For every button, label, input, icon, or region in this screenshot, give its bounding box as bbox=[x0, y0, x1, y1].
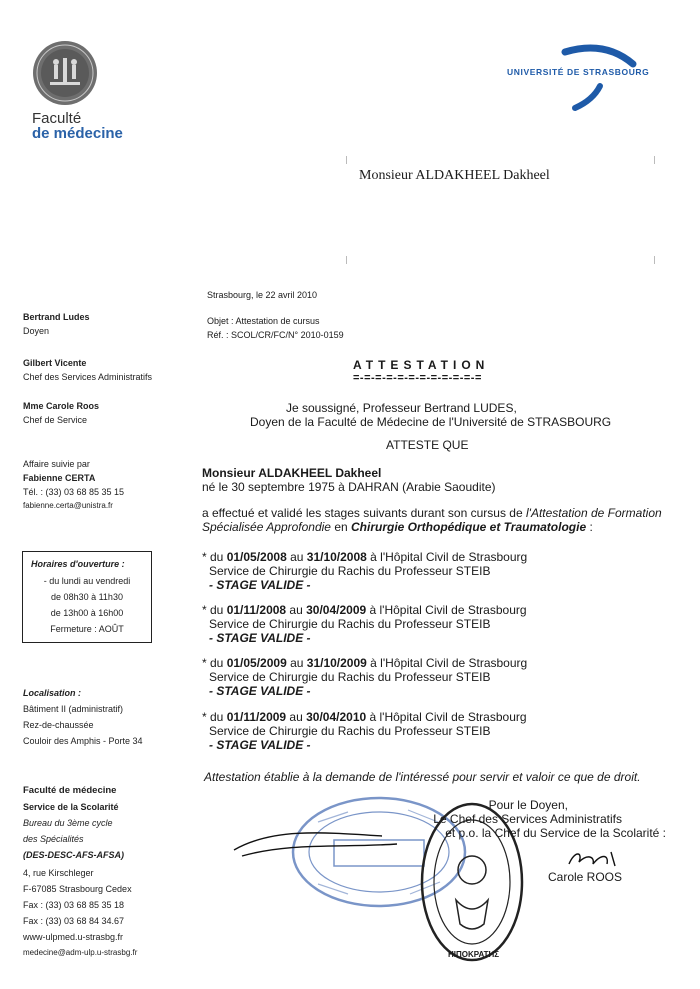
signer-line-2: Doyen de la Faculté de Médecine de l'Université de STRASBOURG bbox=[250, 415, 612, 429]
stage-from: 01/05/2008 bbox=[226, 550, 287, 564]
opening-hours-title: Horaires d'ouverture : bbox=[31, 559, 125, 569]
stage-service: Service de Chirurgie du Rachis du Professeur STEIB bbox=[209, 564, 491, 578]
location-title: Localisation : bbox=[23, 688, 82, 698]
contact-bureau: (DES-DESC-AFS-AFSA) bbox=[23, 850, 124, 860]
affaire-name: Fabienne CERTA bbox=[23, 473, 96, 483]
contact-block bbox=[23, 783, 193, 961]
stage-item bbox=[202, 710, 527, 752]
stage-mid: au bbox=[286, 656, 307, 670]
intro-line-2 bbox=[202, 520, 593, 534]
stage-status: - STAGE VALIDE - bbox=[209, 578, 311, 592]
date-line: Strasbourg, le 22 avril 2010 bbox=[207, 290, 318, 300]
stage-place: à l'Hôpital Civil de Strasbourg bbox=[366, 656, 528, 670]
stage-status: - STAGE VALIDE - bbox=[209, 631, 311, 645]
location-line: Rez-de-chaussée bbox=[23, 720, 94, 730]
intro-text: l'Attestation de Formation bbox=[525, 506, 662, 520]
contact-service: Service de la Scolarité bbox=[23, 802, 119, 812]
stage-mid: au bbox=[286, 710, 307, 724]
stage-service: Service de Chirurgie du Rachis du Professeur STEIB bbox=[209, 617, 491, 631]
affaire-phone: Tél. : (33) 03 68 85 35 15 bbox=[23, 487, 125, 497]
signature-line: et p.o. la Chef du Service de la Scolarité : bbox=[445, 826, 666, 840]
university-name: UNIVERSITÉ DE STRASBOURG bbox=[507, 67, 650, 77]
atteste-que: ATTESTE QUE bbox=[386, 438, 469, 452]
fold-mark bbox=[346, 256, 347, 264]
stage-prefix: * du bbox=[202, 603, 227, 617]
signature-scribble bbox=[232, 822, 402, 872]
opening-hours-box bbox=[22, 551, 152, 643]
stage-service: Service de Chirurgie du Rachis du Professeur STEIB bbox=[209, 670, 491, 684]
title-underline: =-=-=-=-=-=-=-=-=-=-=-= bbox=[353, 372, 482, 384]
contact-address: F-67085 Strasbourg Cedex bbox=[23, 884, 132, 894]
sidebar bbox=[23, 310, 193, 338]
person-block bbox=[23, 399, 193, 427]
location-line: Bâtiment II (administratif) bbox=[23, 704, 124, 714]
person-role: Chef de Service bbox=[23, 415, 88, 425]
location-line: Couloir des Amphis - Porte 34 bbox=[23, 736, 143, 746]
handwritten-signature bbox=[565, 848, 625, 870]
contact-website: www-ulpmed.u-strasbg.fr bbox=[23, 932, 124, 942]
person-name: Gilbert Vicente bbox=[23, 358, 87, 368]
person-role: Doyen bbox=[23, 326, 50, 336]
stage-place: à l'Hôpital Civil de Strasbourg bbox=[366, 550, 528, 564]
contact-address: 4, rue Kirschleger bbox=[23, 868, 94, 878]
affaire-label: Affaire suivie par bbox=[23, 459, 90, 469]
person-role: Chef des Services Administratifs bbox=[23, 372, 153, 382]
intro-text: Spécialisée Approfondie bbox=[202, 520, 331, 534]
recipient-address: Monsieur ALDAKHEEL Dakheel bbox=[359, 168, 550, 183]
specialty: Chirurgie Orthopédique et Traumatologie bbox=[351, 520, 587, 534]
reference-line: Réf. : SCOL/CR/FC/N° 2010-0159 bbox=[207, 330, 344, 340]
stage-to: 30/04/2010 bbox=[306, 710, 367, 724]
subject-line: Objet : Attestation de cursus bbox=[207, 316, 320, 326]
attestation-title: ATTESTATION bbox=[353, 358, 490, 372]
contact-bureau: Bureau du 3ème cycle bbox=[23, 818, 113, 828]
stage-prefix: * du bbox=[202, 550, 227, 564]
contact-fax: Fax : (33) 03 68 85 35 18 bbox=[23, 900, 125, 910]
contact-title: Faculté de médecine bbox=[23, 785, 117, 796]
signature-block bbox=[426, 798, 666, 840]
stage-to: 31/10/2009 bbox=[306, 656, 367, 670]
contact-bureau: des Spécialités bbox=[23, 834, 84, 844]
stage-mid: au bbox=[286, 603, 307, 617]
stage-item bbox=[202, 656, 527, 698]
person-fullname: Monsieur ALDAKHEEL Dakheel bbox=[202, 466, 382, 480]
stage-to: 31/10/2008 bbox=[306, 550, 367, 564]
signature-line: Le Chef des Services Administratifs bbox=[433, 812, 622, 826]
fold-mark bbox=[654, 156, 655, 164]
intro-text: : bbox=[586, 520, 593, 534]
faculty-name-line1: Faculté bbox=[32, 110, 82, 127]
affaire-email: fabienne.certa@unistra.fr bbox=[23, 501, 113, 510]
stage-status: - STAGE VALIDE - bbox=[209, 684, 311, 698]
stage-from: 01/11/2008 bbox=[226, 603, 287, 617]
fold-mark bbox=[654, 256, 655, 264]
stage-from: 01/11/2009 bbox=[226, 710, 287, 724]
intro-text: a effectué et validé les stages suivants durant son cursus de bbox=[202, 506, 526, 520]
faculty-seal-logo bbox=[32, 40, 98, 106]
opening-hours-line: de 08h30 à 11h30 bbox=[51, 592, 123, 602]
contact-email: medecine@adm-ulp.u-strasbg.fr bbox=[23, 948, 138, 957]
birth-line: né le 30 septembre 1975 à DAHRAN (Arabie Saoudite) bbox=[202, 480, 496, 494]
stage-status: - STAGE VALIDE - bbox=[209, 738, 311, 752]
signature-line: Pour le Doyen, bbox=[488, 798, 568, 812]
stage-prefix: * du bbox=[202, 656, 227, 670]
affaire-block bbox=[23, 457, 193, 513]
stage-from: 01/05/2009 bbox=[226, 656, 287, 670]
person-name: Bertrand Ludes bbox=[23, 312, 90, 322]
location-block bbox=[23, 685, 193, 749]
stage-to: 30/04/2009 bbox=[306, 603, 367, 617]
stamp-label: ΗΙΠΟΚΡΑΤΗΣ bbox=[448, 950, 500, 959]
intro-text: en bbox=[330, 520, 351, 534]
person-block bbox=[23, 310, 193, 338]
person-name: Mme Carole Roos bbox=[23, 401, 100, 411]
stage-item bbox=[202, 603, 527, 645]
faculty-name-line2: de médecine bbox=[32, 125, 123, 142]
opening-hours-line: Fermeture : AOÛT bbox=[50, 624, 124, 634]
fold-mark bbox=[346, 156, 347, 164]
stage-mid: au bbox=[286, 550, 307, 564]
stage-place: à l'Hôpital Civil de Strasbourg bbox=[366, 603, 527, 617]
intro-line-1 bbox=[202, 506, 662, 520]
opening-hours-line: - du lundi au vendredi bbox=[43, 576, 131, 586]
signer-line-1: Je soussigné, Professeur Bertrand LUDES, bbox=[286, 401, 517, 415]
opening-hours-line: de 13h00 à 16h00 bbox=[50, 608, 124, 618]
signer-name: Carole ROOS bbox=[548, 870, 623, 884]
closing-statement: Attestation établie à la demande de l'intéressé pour servir et valoir ce que de droit. bbox=[204, 770, 641, 784]
person-block bbox=[23, 356, 193, 384]
stage-prefix: * du bbox=[202, 710, 227, 724]
university-logo bbox=[505, 42, 665, 112]
stage-service: Service de Chirurgie du Rachis du Professeur STEIB bbox=[209, 724, 491, 738]
contact-fax: Fax : (33) 03 68 84 34.67 bbox=[23, 916, 125, 926]
stage-place: à l'Hôpital Civil de Strasbourg bbox=[366, 710, 527, 724]
stage-item bbox=[202, 550, 527, 592]
